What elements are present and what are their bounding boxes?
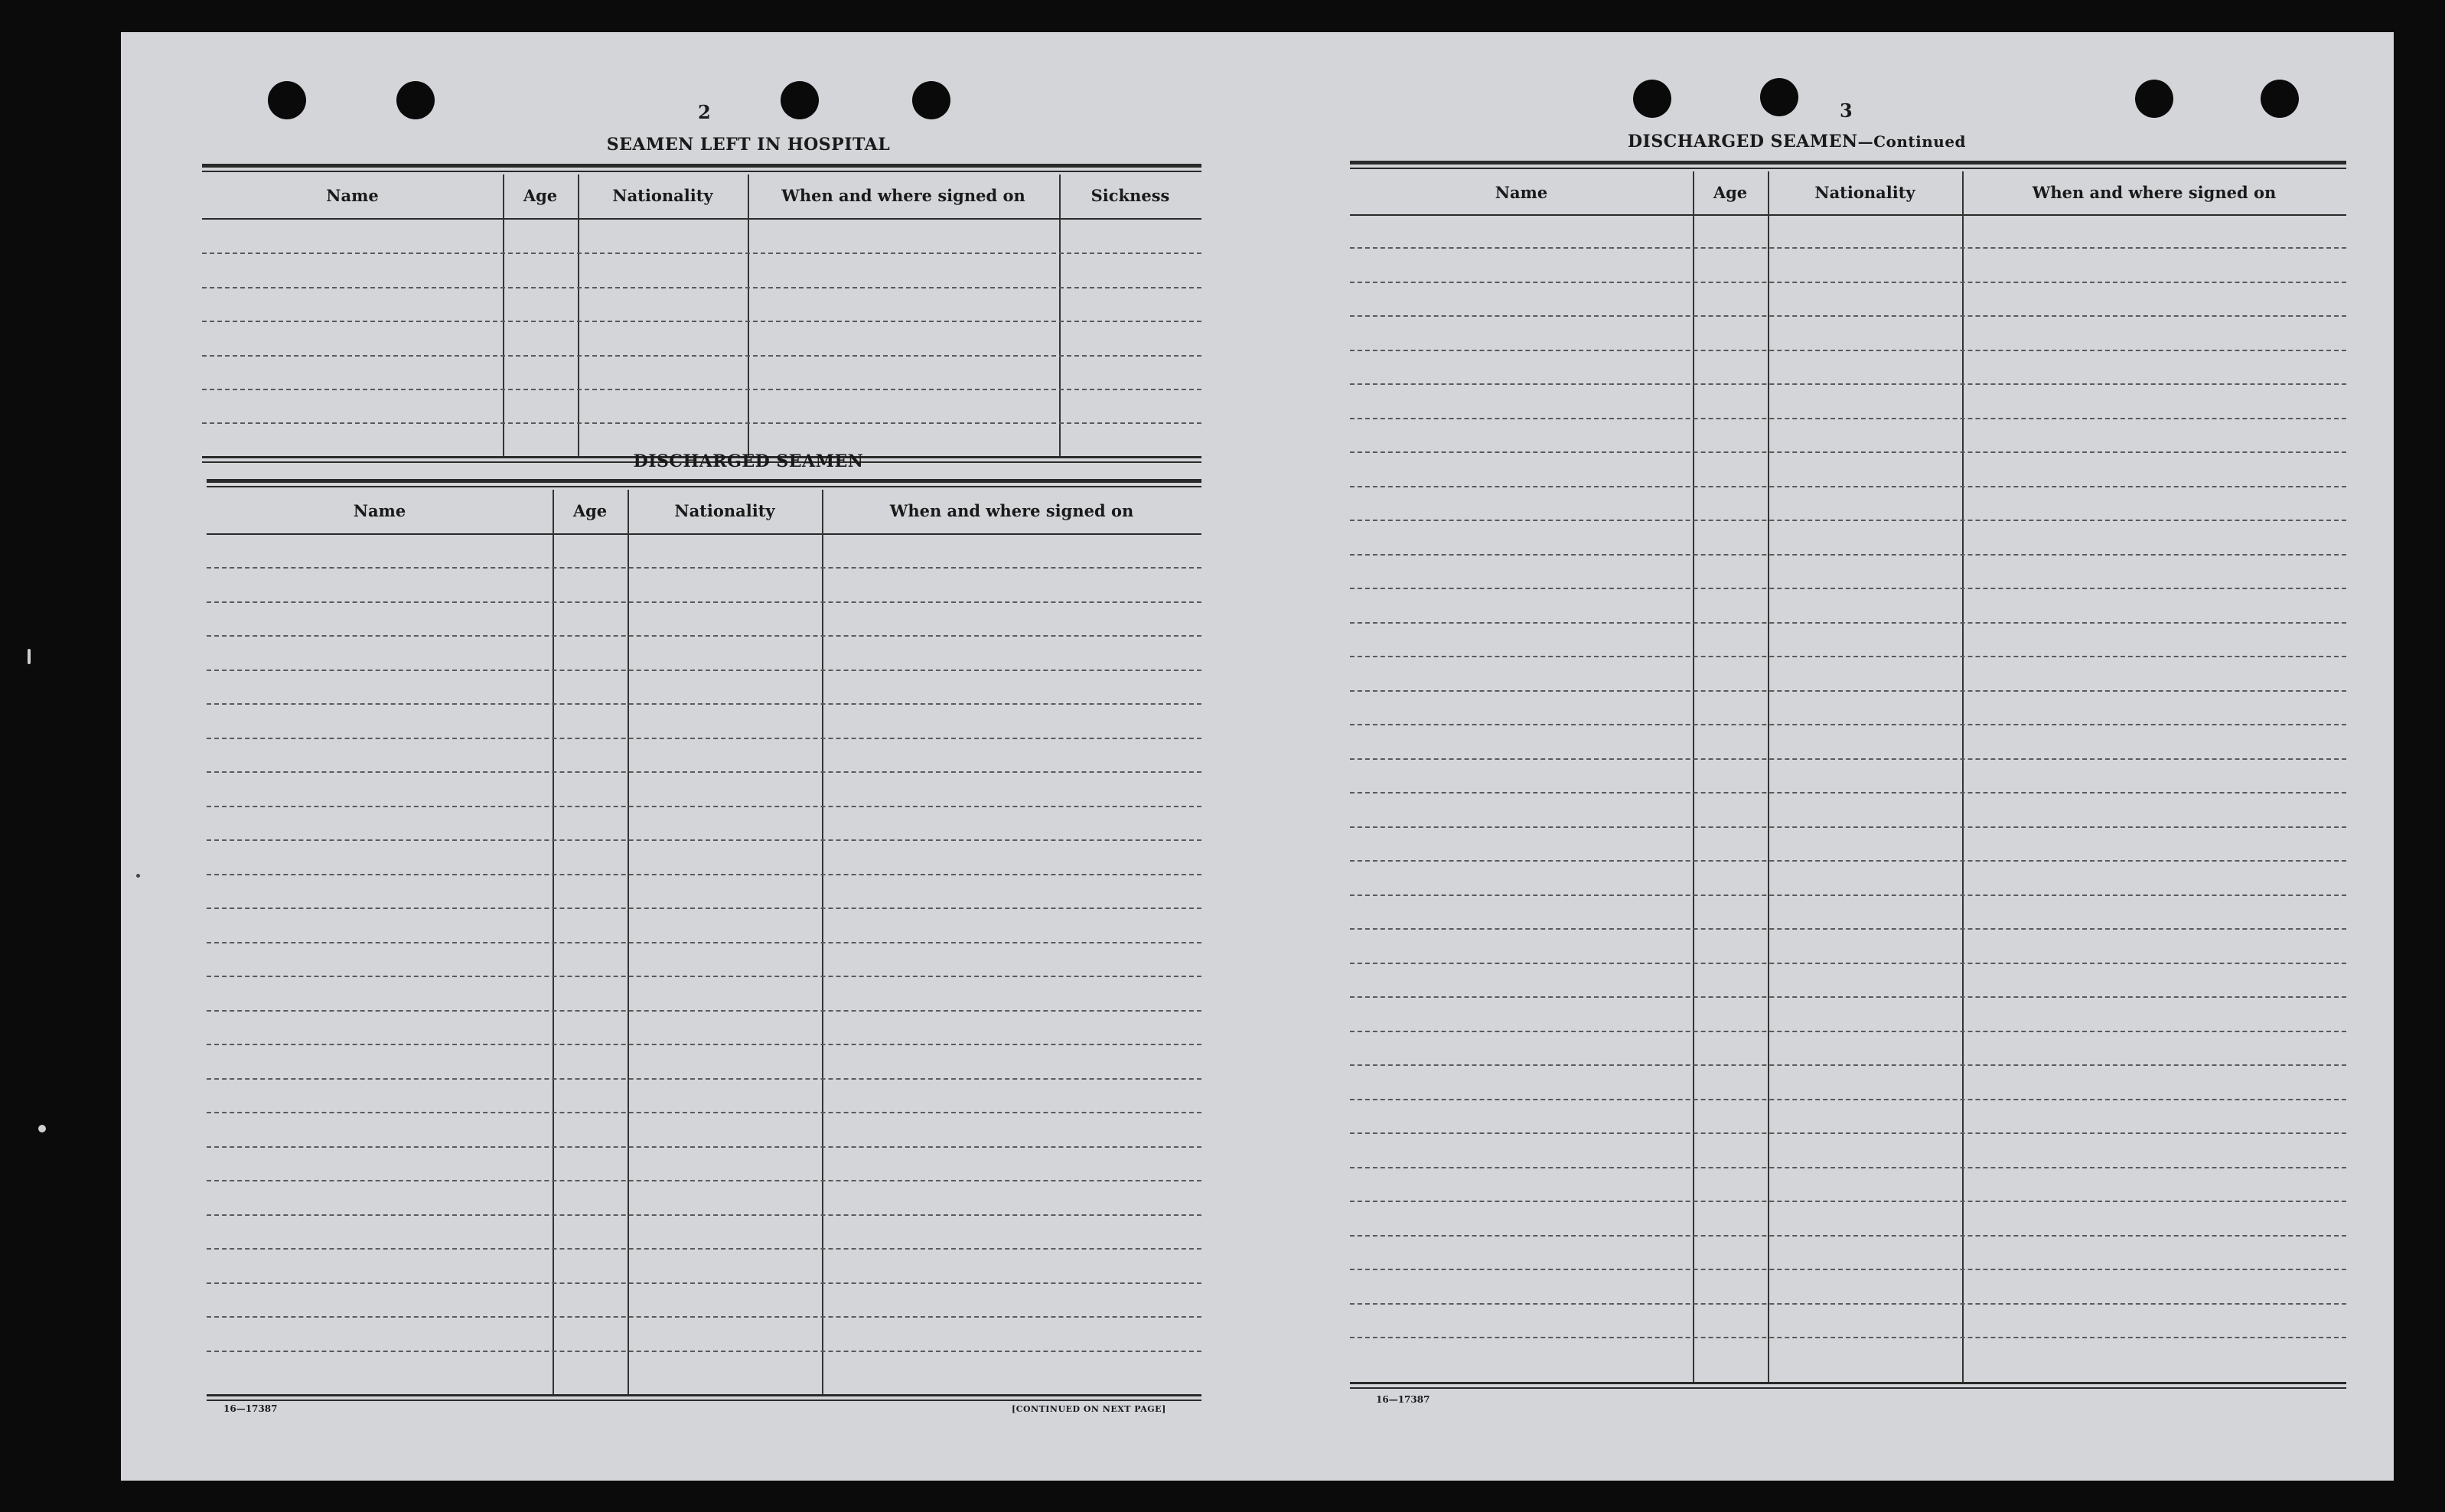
- entry-row-line: [207, 1180, 1201, 1181]
- column-header-name: Name: [1495, 182, 1548, 202]
- punch-hole: [781, 81, 819, 119]
- hospital-table: [202, 164, 1201, 464]
- entry-row-line: [1350, 315, 2346, 317]
- entry-row-line: [207, 670, 1201, 671]
- entry-row-line: [202, 253, 1201, 254]
- entry-row-line: [207, 1146, 1201, 1148]
- entry-row-line: [207, 1248, 1201, 1250]
- form-code-right: 16—17387: [1376, 1394, 1430, 1405]
- entry-row-line: [202, 287, 1201, 288]
- entry-row-line: [1350, 1064, 2346, 1066]
- entry-row-line: [1350, 1031, 2346, 1032]
- entry-row-line: [1350, 758, 2346, 760]
- page-number-left: 2: [698, 101, 711, 123]
- column-header-age: Age: [1713, 182, 1748, 202]
- discharged-section-title: DISCHARGED SEAMEN: [633, 451, 864, 471]
- punch-hole: [268, 81, 306, 119]
- entry-row-line: [1350, 1269, 2346, 1270]
- column-header-when-where-signed-on: When and where signed on: [2032, 182, 2277, 202]
- entry-row-line: [1350, 520, 2346, 521]
- column-header-nationality: Nationality: [674, 501, 775, 520]
- punch-hole: [912, 81, 950, 119]
- entry-row-line: [207, 942, 1201, 943]
- entry-row-line: [1350, 1167, 2346, 1168]
- entry-row-line: [207, 1044, 1201, 1045]
- scan-speck: [38, 1125, 46, 1132]
- entry-row-line: [1350, 1201, 2346, 1202]
- entry-row-line: [1350, 588, 2346, 589]
- entry-row-line: [207, 771, 1201, 773]
- entry-row-line: [202, 389, 1201, 390]
- page-number-right: 3: [1840, 99, 1853, 122]
- continued-suffix: —Continued: [1857, 132, 1967, 151]
- column-header-when-where-signed-on: When and where signed on: [889, 501, 1134, 520]
- entry-row-line: [1350, 1337, 2346, 1338]
- entry-row-line: [207, 1351, 1201, 1352]
- entry-row-line: [207, 908, 1201, 909]
- punch-hole: [1760, 78, 1798, 116]
- entry-row-line: [207, 1010, 1201, 1012]
- entry-row-line: [207, 976, 1201, 977]
- entry-row-line: [1350, 826, 2346, 828]
- entry-row-line: [1350, 656, 2346, 657]
- entry-row-line: [207, 1112, 1201, 1113]
- hospital-header-row: [202, 173, 1201, 220]
- column-header-name: Name: [353, 501, 406, 520]
- discharged-header-row: [207, 488, 1201, 535]
- entry-row-line: [207, 1214, 1201, 1216]
- form-code-left: 16—17387: [223, 1403, 278, 1414]
- punch-hole: [396, 81, 435, 119]
- document-sheet: [121, 32, 2394, 1481]
- entry-row-line: [1350, 792, 2346, 793]
- entry-row-line: [207, 806, 1201, 807]
- entry-row-line: [1350, 622, 2346, 624]
- entry-row-line: [207, 1078, 1201, 1080]
- column-header-when-where-signed-on: When and where signed on: [781, 186, 1025, 205]
- entry-row-line: [1350, 690, 2346, 692]
- column-header-name: Name: [326, 186, 379, 205]
- continued-on-next-page-note: [CONTINUED ON NEXT PAGE]: [1012, 1404, 1166, 1414]
- entry-row-line: [207, 1316, 1201, 1318]
- entry-row-line: [202, 422, 1201, 424]
- column-header-nationality: Nationality: [612, 186, 713, 205]
- punch-hole: [1633, 80, 1671, 118]
- punch-hole: [2261, 80, 2299, 118]
- entry-row-line: [1350, 1099, 2346, 1100]
- entry-row-line: [207, 567, 1201, 569]
- entry-row-line: [1350, 247, 2346, 249]
- entry-row-line: [207, 874, 1201, 875]
- entry-row-line: [207, 1282, 1201, 1284]
- discharged-table: [207, 479, 1201, 1402]
- entry-row-line: [1350, 350, 2346, 351]
- discharged-continued-title: DISCHARGED SEAMEN: [1627, 132, 1858, 152]
- entry-row-line: [1350, 928, 2346, 930]
- entry-row-line: [1350, 554, 2346, 556]
- scan-speck: [136, 874, 140, 878]
- entry-row-line: [1350, 1303, 2346, 1305]
- entry-row-line: [1350, 860, 2346, 862]
- entry-row-line: [207, 601, 1201, 603]
- entry-row-line: [1350, 418, 2346, 419]
- entry-row-line: [202, 355, 1201, 357]
- entry-row-line: [1350, 486, 2346, 487]
- entry-row-line: [1350, 996, 2346, 998]
- hospital-section-title: SEAMEN LEFT IN HOSPITAL: [606, 135, 891, 155]
- discharged-continued-table: [1350, 161, 2346, 1388]
- discharged-continued-header-row: [1350, 170, 2346, 216]
- entry-row-line: [207, 839, 1201, 841]
- entry-row-line: [202, 321, 1201, 322]
- entry-row-line: [1350, 1132, 2346, 1134]
- scan-speck: [28, 649, 31, 664]
- column-header-sickness: Sickness: [1090, 186, 1170, 205]
- entry-row-line: [1350, 1235, 2346, 1237]
- entry-row-line: [1350, 383, 2346, 385]
- entry-row-line: [1350, 282, 2346, 283]
- column-header-age: Age: [572, 501, 608, 520]
- punch-hole: [2135, 80, 2173, 118]
- entry-row-line: [1350, 724, 2346, 725]
- entry-row-line: [207, 703, 1201, 705]
- entry-row-line: [1350, 963, 2346, 964]
- entry-row-line: [207, 738, 1201, 739]
- discharged-continued-section-title: [1621, 132, 1973, 152]
- entry-row-line: [1350, 894, 2346, 896]
- column-header-nationality: Nationality: [1814, 182, 1915, 202]
- entry-row-line: [1350, 451, 2346, 453]
- entry-row-line: [207, 635, 1201, 637]
- column-header-age: Age: [523, 186, 558, 205]
